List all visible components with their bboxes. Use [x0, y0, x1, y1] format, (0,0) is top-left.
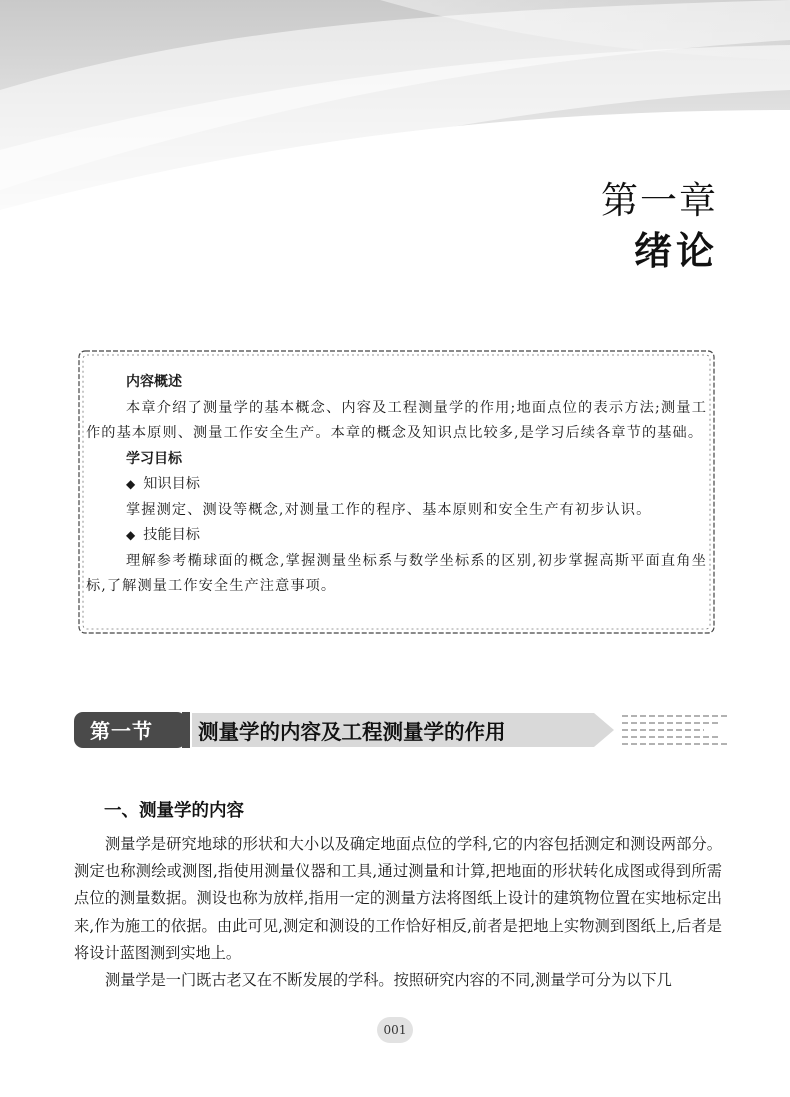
- body-paragraph: 测量学是一门既古老又在不断发展的学科。按照研究内容的不同,测量学可分为以下几: [105, 971, 672, 990]
- section-header-bar: [74, 710, 734, 750]
- knowledge-goal-label: 知识目标: [143, 476, 200, 492]
- chapter-title: 绪论: [633, 229, 718, 273]
- goals-heading: 学习目标: [126, 450, 182, 467]
- overview-text: 本章介绍了测量学的基本概念、内容及工程测量学的作用;地面点位的表示方法;测量工作的基本原则、测量工作安全生产。本章的概念及知识点比较多,是学习后续各章节的基础。: [86, 399, 707, 441]
- body-paragraph: 测量学是研究地球的形状和大小以及确定地面点位的学科,它的内容包括测定和测设两部分。测定也称测绘或测图,指使用测量仪器和工具,通过测量和计算,把地面的形状转化成图或得到所需点位的测量数据。测设也称为放样,指用一定的测量方法将图纸上设计的建筑物位置在实地标定出来,作为施工的依据。由此可见,测定和测设的工作恰好相反,前者是把地上实物测到图纸上,后者是将设计蓝图测到实地上。: [74, 835, 722, 962]
- skill-goal-label: 技能目标: [143, 527, 200, 543]
- section-label: 第一节: [90, 719, 153, 743]
- subsection-heading: 一、测量学的内容: [104, 801, 244, 821]
- chapter-number: 第一章: [601, 179, 718, 222]
- body-text: [74, 831, 722, 994]
- diamond-bullet-icon: ◆: [126, 528, 136, 542]
- diamond-bullet-icon: ◆: [126, 477, 136, 491]
- page-number: 001: [377, 1017, 413, 1043]
- section-title: 测量学的内容及工程测量学的作用: [198, 720, 506, 744]
- skill-goal-text: 理解参考椭球面的概念,掌握测量坐标系与数学坐标系的区别,初步掌握高斯平面直角坐标,了解测量工作安全生产注意事项。: [86, 552, 707, 594]
- overview-heading: 内容概述: [126, 374, 182, 390]
- chapter-summary-box: [76, 348, 717, 636]
- skill-goal-item: [86, 523, 707, 549]
- knowledge-goal-item: [86, 472, 707, 498]
- knowledge-goal-text: 掌握测定、测设等概念,对测量工作的程序、基本原则和安全生产有初步认识。: [126, 501, 652, 518]
